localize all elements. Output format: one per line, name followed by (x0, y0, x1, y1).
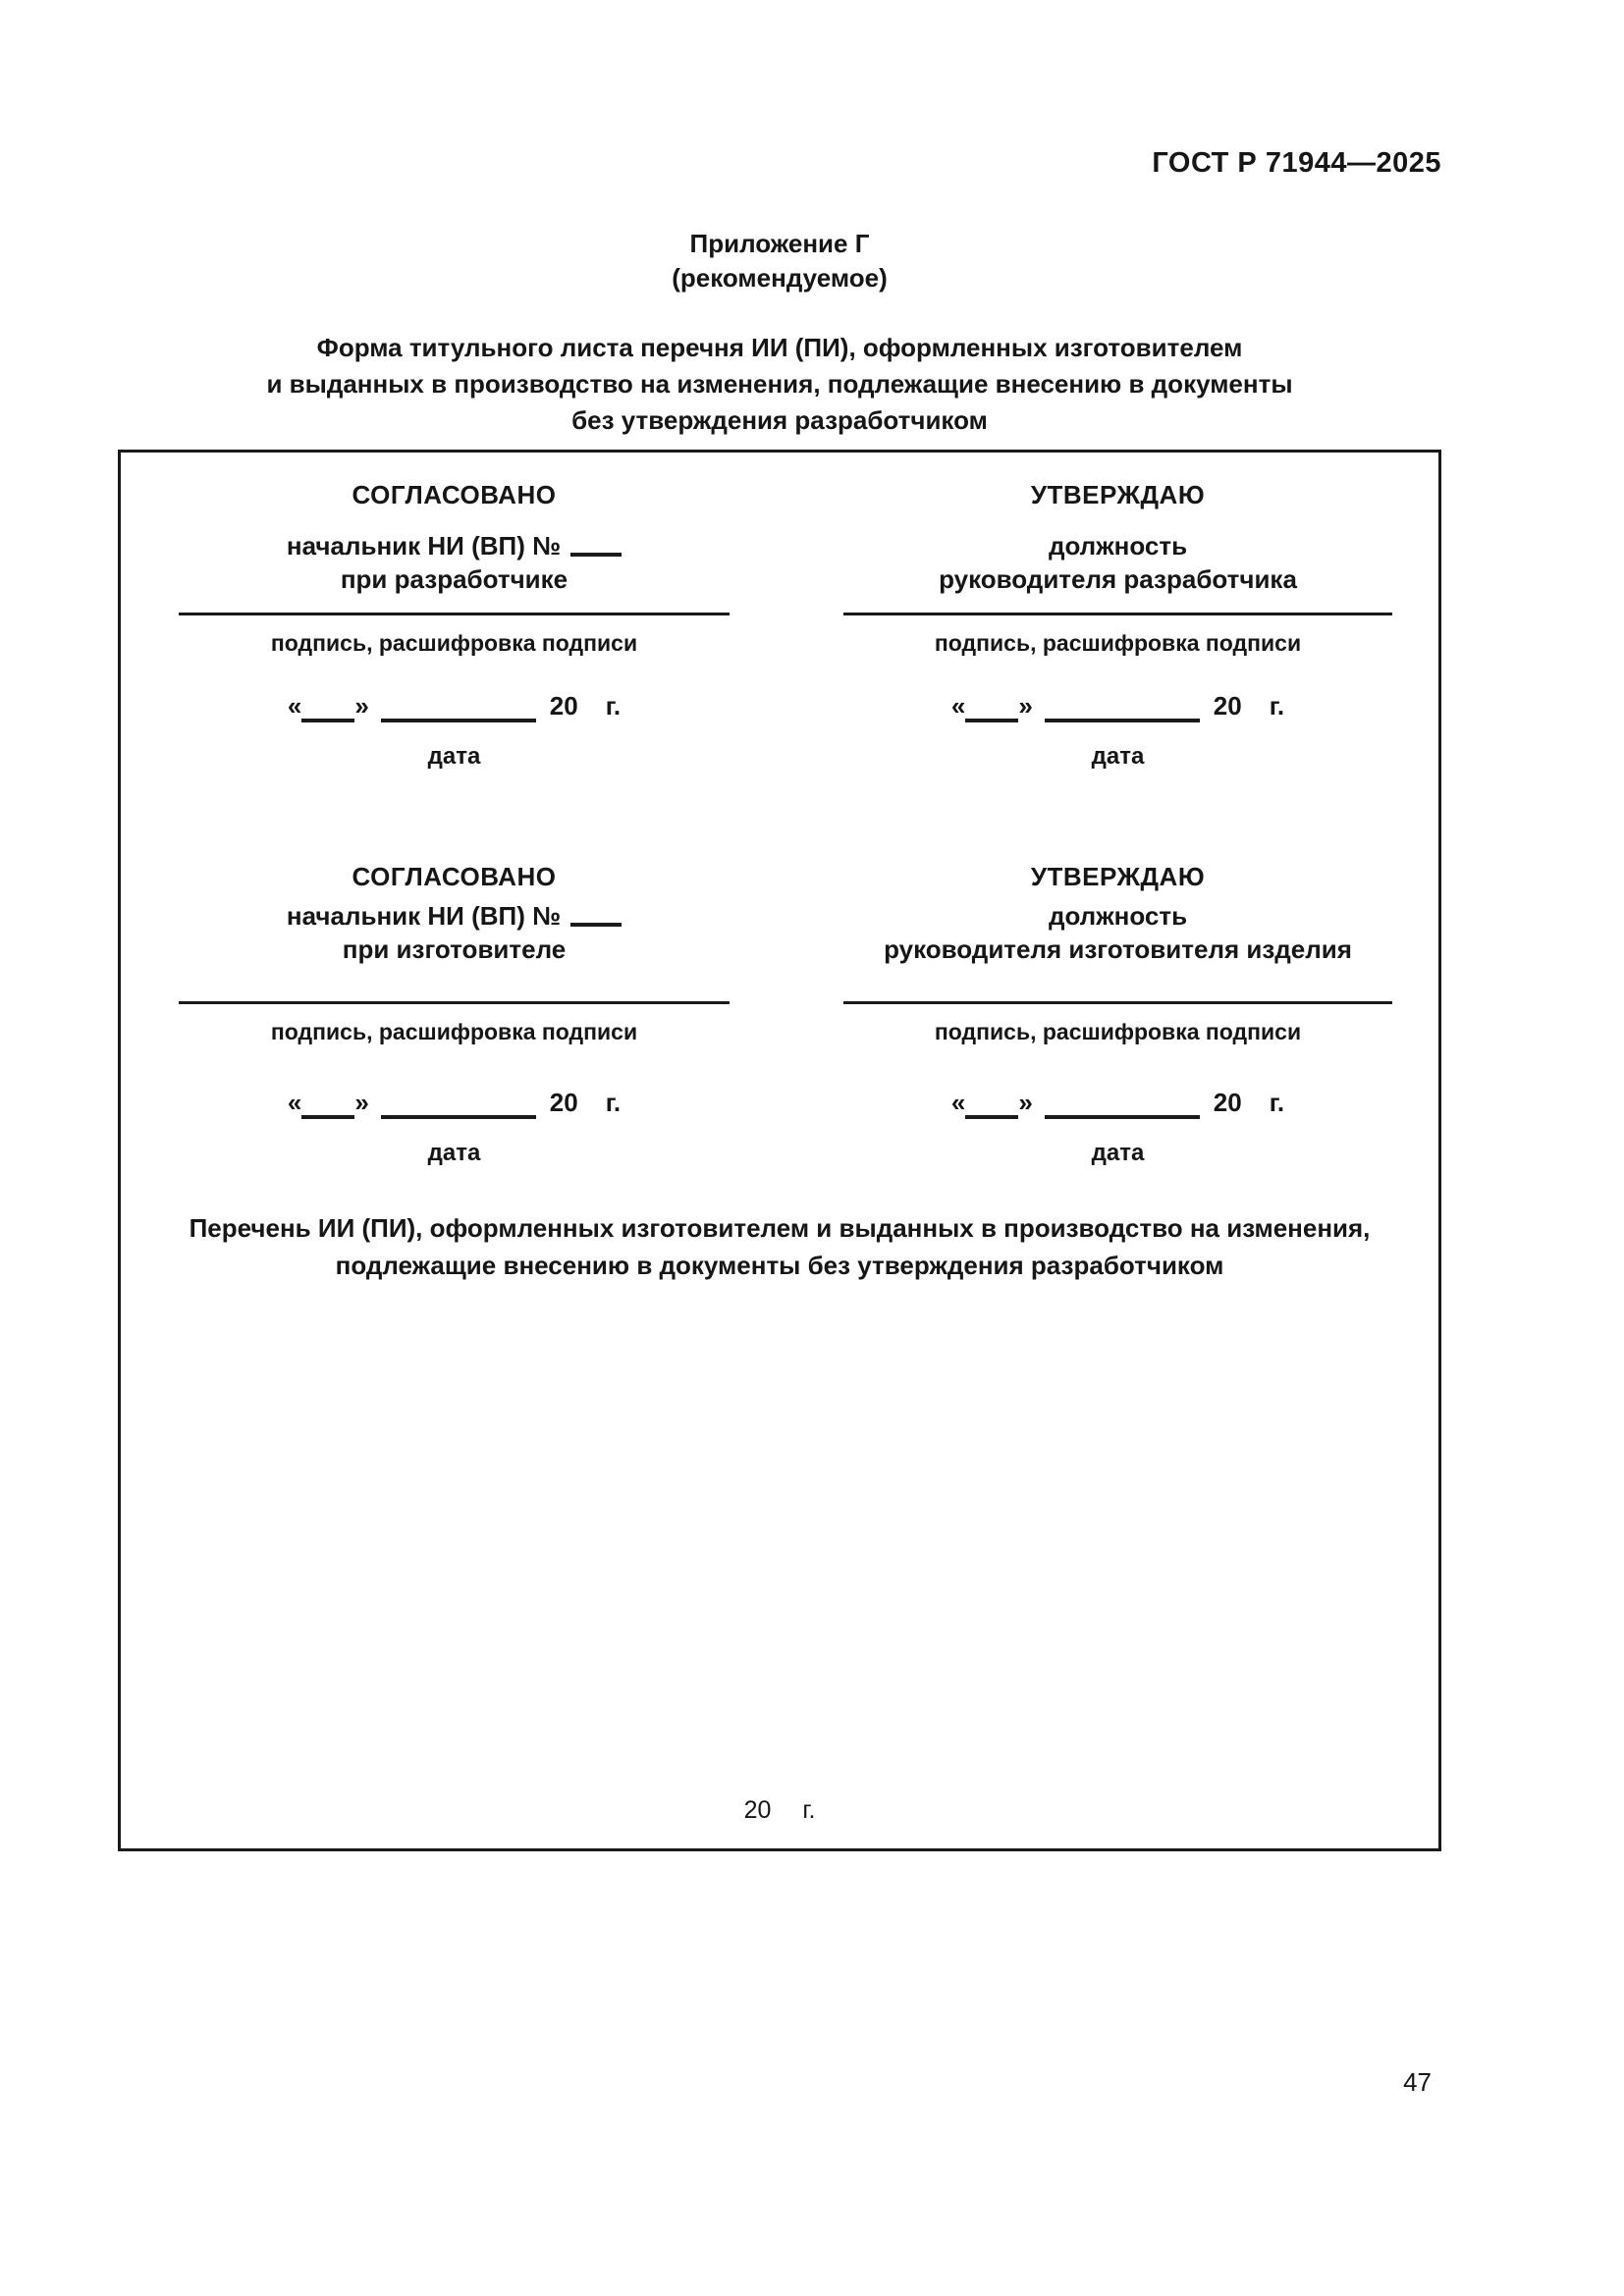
year-suffix: г. (605, 1088, 622, 1117)
year-prefix: 20 (549, 1088, 578, 1117)
appendix-kind: (рекомендуемое) (672, 263, 888, 293)
day-fill-blank (965, 697, 1018, 722)
approver-role-line: должность (1048, 901, 1188, 931)
form-title-line: без утверждения разработчиком (571, 405, 988, 435)
month-fill-blank (381, 697, 536, 722)
date-caption: дата (427, 1140, 481, 1166)
form-title-line: Форма титульного листа перечня ИИ (ПИ), оформленных изготовителем (316, 333, 1243, 362)
approver-role-line2: при изготовителе (342, 934, 567, 964)
month-fill-blank (1045, 1094, 1200, 1119)
date-fill-line (179, 1089, 730, 1116)
standard-designation: ГОСТ Р 71944—2025 (1152, 147, 1441, 179)
year-suffix: г. (1269, 1088, 1285, 1117)
date-caption: дата (427, 743, 481, 770)
approval-block-manufacturer-inspector (179, 862, 730, 1186)
signature-line (843, 1001, 1392, 1004)
number-fill-blank (570, 535, 622, 557)
number-fill-blank (570, 905, 622, 927)
form-title (118, 330, 1441, 439)
approval-block-developer-head (843, 480, 1392, 784)
date-caption: дата (1091, 1140, 1145, 1166)
year-suffix: г. (605, 691, 622, 721)
month-fill-blank (381, 1094, 536, 1119)
close-quote: » (1018, 1088, 1033, 1117)
year-prefix: 20 (1213, 1088, 1242, 1117)
open-quote: « (287, 691, 302, 721)
approver-role-text: начальник НИ (ВП) № (286, 531, 562, 561)
issue-year-line (121, 1796, 1438, 1825)
approval-block-manufacturer-head (843, 862, 1392, 1186)
appendix-label: Приложение Г (689, 229, 870, 258)
close-quote: » (354, 1088, 369, 1117)
title-page-form-frame (118, 450, 1441, 1851)
approver-role-text: начальник НИ (ВП) № (286, 901, 562, 931)
open-quote: « (950, 691, 966, 721)
approver-role-line: должность (1048, 531, 1188, 561)
approval-stamp: УТВЕРЖДАЮ (1030, 480, 1206, 509)
approval-stamp: СОГЛАСОВАНО (352, 862, 557, 891)
approver-role-line2: при разработчике (340, 564, 568, 594)
signature-line (179, 1001, 730, 1004)
signature-line (843, 613, 1392, 615)
appendix-heading (118, 227, 1441, 295)
approval-stamp: УТВЕРЖДАЮ (1030, 862, 1206, 891)
day-fill-blank (301, 697, 354, 722)
open-quote: « (950, 1088, 966, 1117)
signature-caption: подпись, расшифровка подписи (934, 1019, 1302, 1044)
issue-year-suffix: г. (802, 1796, 816, 1824)
year-prefix: 20 (1213, 691, 1242, 721)
date-fill-line (843, 692, 1392, 720)
issue-year-prefix: 20 (743, 1796, 772, 1824)
approver-role-line (179, 901, 730, 931)
approver-role-line2: руководителя разработчика (939, 564, 1297, 594)
signature-caption: подпись, расшифровка подписи (270, 630, 638, 656)
day-fill-blank (965, 1094, 1018, 1119)
list-document-heading (121, 1209, 1438, 1284)
approver-role-line (179, 531, 730, 561)
signature-caption: подпись, расшифровка подписи (934, 630, 1302, 656)
approval-stamp: СОГЛАСОВАНО (352, 480, 557, 509)
month-fill-blank (1045, 697, 1200, 722)
year-prefix: 20 (549, 691, 578, 721)
approval-block-developer-inspector (179, 480, 730, 784)
approver-role-line2: руководителя изготовителя изделия (884, 934, 1352, 964)
year-suffix: г. (1269, 691, 1285, 721)
date-fill-line (179, 692, 730, 720)
date-caption: дата (1091, 743, 1145, 770)
signature-line (179, 613, 730, 615)
open-quote: « (287, 1088, 302, 1117)
date-fill-line (843, 1089, 1392, 1116)
close-quote: » (354, 691, 369, 721)
close-quote: » (1018, 691, 1033, 721)
day-fill-blank (301, 1094, 354, 1119)
form-title-line: и выданных в производство на изменения, подлежащие внесению в документы (266, 369, 1293, 399)
list-heading-line: Перечень ИИ (ПИ), оформленных изготовителем и выданных в производство на изменения, (189, 1213, 1371, 1243)
page-number: 47 (1403, 2067, 1432, 2097)
list-heading-line: подлежащие внесению в документы без утверждения разработчиком (335, 1251, 1224, 1280)
signature-caption: подпись, расшифровка подписи (270, 1019, 638, 1044)
